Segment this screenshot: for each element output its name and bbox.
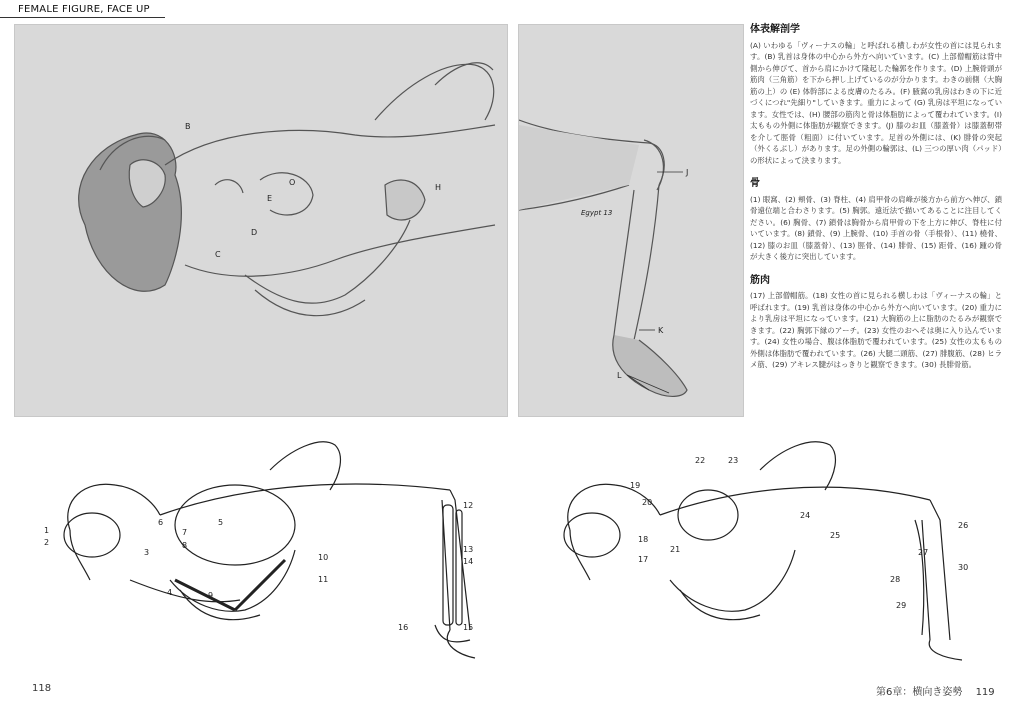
english-title: FEMALE FIGURE, FACE UP <box>0 4 165 18</box>
section-bones <box>750 178 1002 263</box>
artist-signature: Egypt 13 <box>581 209 613 217</box>
skeleton-label-11: 11 <box>318 575 329 584</box>
section-body: (A) いわゆる「ヴィーナスの輪」と呼ばれる横しわが女性の首には見られます。(B) 乳首は身体の中心から外方へ向いています。(C) 上部僧帽筋は背中側から伸びて、首から肩にかけて隆起した輪郭を作ります。(D) 上腕骨頭が筋肉（三角筋）を下から押し上げているのが分かります。わきの前側（大胸筋の上）の (E) 体幹部による皮膚のたるみ。(F) 腋窩の乳房はわきの下に近づくにつれ"先細り"していきます。重力によって (G) 乳房は平坦になっています。女性では、(H) 腰部の筋肉と骨は体脂肪によって覆われています。(I) 太ももの外側に体脂肪が観察できます。(J) 膝のお皿（膝蓋骨）は膝蓋靭帯を介して脛骨（粗面）に付いています。足首の外側には、(K) 腓骨の突起（外くるぶし）があります。足の外側の輪郭は、(L) 三つの厚い肉（パッド）の形状によって決まります。 <box>750 40 1002 165</box>
muscle-label-23: 23 <box>728 456 739 465</box>
muscle-label-18: 18 <box>638 535 649 544</box>
photo-label-k: K <box>658 326 664 335</box>
text-column <box>750 24 1002 383</box>
photo-label-e: E <box>267 194 273 203</box>
skeleton-label-8: 8 <box>182 541 188 550</box>
skeleton-label-3: 3 <box>144 548 150 557</box>
photo-label-j: J <box>686 168 689 177</box>
muscle-label-25: 25 <box>830 531 841 540</box>
skeleton-label-7: 7 <box>182 528 188 537</box>
figure-drawing-left-svg <box>15 25 507 416</box>
muscle-label-27: 27 <box>918 548 929 557</box>
section-muscles <box>750 275 1002 371</box>
muscle-label-26: 26 <box>958 521 969 530</box>
muscle-label-24: 24 <box>800 511 811 520</box>
muscle-diagram-svg <box>530 430 1000 670</box>
section-body: (1) 眼窩、(2) 頬骨、(3) 脊柱、(4) 肩甲骨の肩峰が後方から前方へ伸び、鎖骨遠位端と合わさります。(5) 胸郭。遠近法で描いてあることに注目してください。(6) 胸骨、(7) 鎖骨は胸骨から肩甲骨の下を上方に伸び、脊柱に付いています。(8) 鎖骨、(9) 上腕骨、(10) 手首の骨（手根骨）、(11) 橈骨、(12) 膝のお皿（膝蓋骨）、(13) 脛骨、(14) 腓骨、(15) 距骨、(16) 踵の骨が大きく後方に突出しています。 <box>750 194 1002 261</box>
skeleton-label-14: 14 <box>463 557 474 566</box>
skeleton-label-15: 15 <box>463 623 474 632</box>
figure-drawing-right-svg <box>519 25 743 416</box>
footer-right <box>876 683 995 698</box>
muscle-label-20: 20 <box>642 498 653 507</box>
skeleton-label-6: 6 <box>158 518 164 527</box>
skeleton-label-9: 9 <box>208 591 214 600</box>
photo-label-d: D <box>251 228 258 237</box>
skeleton-label-16: 16 <box>398 623 409 632</box>
photo-label-h: H <box>435 183 442 192</box>
muscle-label-30: 30 <box>958 563 969 572</box>
section-body: (17) 上部僧帽筋。(18) 女性の首に見られる横しわは「ヴィーナスの輪」と呼ばれます。(19) 乳首は身体の中心から外方へ向いています。(20) 重力により乳房は平坦になっています。(21) 大胸筋の上に脂肪のたるみが観察できます。(22) 胸郭下縁のアーチ。(23) 女性のおへそは奥に入り込んでいます。(24) 女性の場合、腹は体脂肪で覆われています。(25) 女性の太ももの外側は体脂肪で覆われています。(26) 大腿二頭筋、(27) 腓腹筋、(28) ヒラメ筋、(29) アキレス腱がはっきりと観察できます。(30) 長腓骨筋。 <box>750 291 1002 369</box>
page-number-left: 118 <box>32 683 52 694</box>
skeleton-label-13: 13 <box>463 545 474 554</box>
photo-label-l: L <box>617 371 622 380</box>
page-number-right: 119 <box>975 687 995 698</box>
photo-label-o: O <box>289 178 296 187</box>
skeleton-diagram <box>30 430 490 670</box>
muscle-label-29: 29 <box>896 601 907 610</box>
figure-drawing-left <box>14 24 508 417</box>
section-heading: 筋肉 <box>750 274 770 286</box>
skeleton-label-1: 1 <box>44 526 50 535</box>
muscle-label-28: 28 <box>890 575 901 584</box>
photo-label-c: C <box>215 250 221 259</box>
muscle-label-19: 19 <box>630 481 641 490</box>
chapter-title: 第6章：横向き姿勢 <box>876 687 963 698</box>
skeleton-label-4: 4 <box>167 588 173 597</box>
muscle-label-17: 17 <box>638 555 649 564</box>
figure-drawing-right <box>518 24 744 417</box>
skeleton-label-5: 5 <box>218 518 224 527</box>
muscle-label-21: 21 <box>670 545 681 554</box>
section-heading: 体表解剖学 <box>750 24 800 35</box>
skeleton-label-2: 2 <box>44 538 50 547</box>
section-heading: 骨 <box>750 178 760 189</box>
skeleton-diagram-svg <box>30 430 490 670</box>
muscle-label-22: 22 <box>695 456 706 465</box>
skeleton-label-10: 10 <box>318 553 329 562</box>
photo-label-b: B <box>185 122 191 131</box>
muscle-diagram <box>530 430 1000 670</box>
skeleton-label-12: 12 <box>463 501 474 510</box>
section-surface-anatomy <box>750 24 1002 166</box>
